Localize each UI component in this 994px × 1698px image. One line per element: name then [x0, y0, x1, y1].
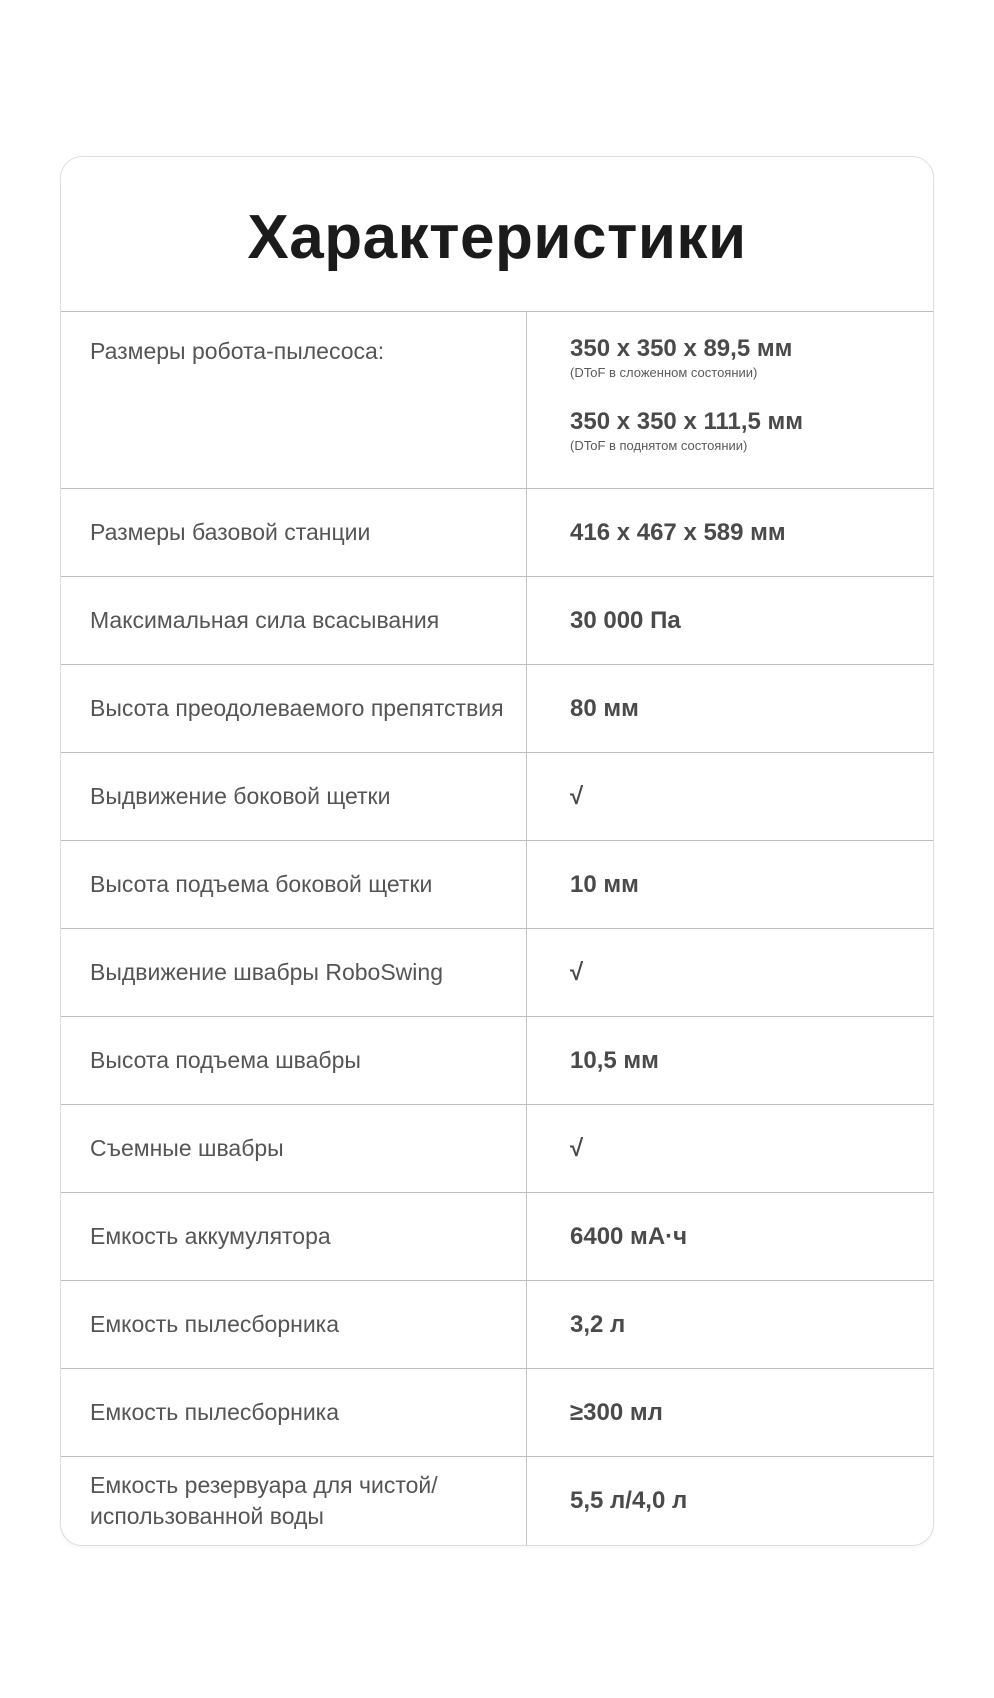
spec-value: 10 мм: [570, 870, 639, 898]
table-row: [61, 1017, 933, 1105]
spec-value: 5,5 л/4,0 л: [570, 1487, 688, 1514]
spec-value: [527, 1105, 933, 1192]
spec-value: 3,2 л: [570, 1310, 626, 1338]
spec-label: Высота подъема швабры: [61, 1017, 527, 1104]
checkmark-icon: √: [570, 1134, 584, 1162]
specs-card: [60, 156, 934, 1546]
spec-label: Высота преодолеваемого препятствия: [61, 665, 527, 752]
title-area: [61, 157, 933, 312]
spec-value: [527, 929, 933, 1016]
table-row: [61, 753, 933, 841]
checkmark-icon: √: [570, 958, 584, 986]
specs-table: [61, 312, 933, 1545]
table-row: [61, 489, 933, 577]
table-row: [61, 577, 933, 665]
spec-value: 6400 мА·ч: [570, 1222, 688, 1250]
table-row: [61, 1193, 933, 1281]
spec-label: Емкость аккумулятора: [61, 1193, 527, 1280]
table-row: [61, 1369, 933, 1457]
table-row: [61, 1457, 933, 1545]
spec-label: Выдвижение боковой щетки: [61, 753, 527, 840]
spec-value: 30 000 Па: [570, 606, 681, 634]
spec-value-main: 350 x 350 x 111,5 мм: [570, 408, 804, 435]
spec-label: Емкость пылесборника: [61, 1369, 527, 1456]
spec-label: Максимальная сила всасывания: [61, 577, 527, 664]
spec-value-note: (DToF в сложенном состоянии): [570, 365, 758, 380]
table-row: [61, 929, 933, 1017]
spec-value: 416 x 467 x 589 мм: [570, 518, 786, 546]
spec-value-main: 350 x 350 x 89,5 мм: [570, 335, 793, 362]
table-row: [61, 665, 933, 753]
value-block: [570, 334, 933, 381]
spec-label: Емкость резервуара для чистой/ использованной воды: [61, 1457, 527, 1545]
spec-value: ≥300 мл: [570, 1398, 663, 1426]
table-row: [61, 1105, 933, 1193]
spec-label: Высота подъема боковой щетки: [61, 841, 527, 928]
spec-value: [527, 312, 933, 488]
spec-label: Съемные швабры: [61, 1105, 527, 1192]
page-title: Характеристики: [247, 202, 747, 272]
spec-value-note: (DToF в поднятом состоянии): [570, 438, 748, 453]
table-row: [61, 312, 933, 489]
spec-value: 80 мм: [570, 694, 639, 722]
table-row: [61, 1281, 933, 1369]
checkmark-icon: √: [570, 782, 584, 810]
spec-label: Размеры базовой станции: [61, 489, 527, 576]
spec-label: Емкость пылесборника: [61, 1281, 527, 1368]
value-block: [570, 407, 933, 454]
spec-label: Выдвижение швабры RoboSwing: [61, 929, 527, 1016]
table-row: [61, 841, 933, 929]
spec-value: 10,5 мм: [570, 1046, 659, 1074]
spec-label: Размеры робота-пылесоса:: [61, 312, 527, 488]
spec-value: [527, 753, 933, 840]
